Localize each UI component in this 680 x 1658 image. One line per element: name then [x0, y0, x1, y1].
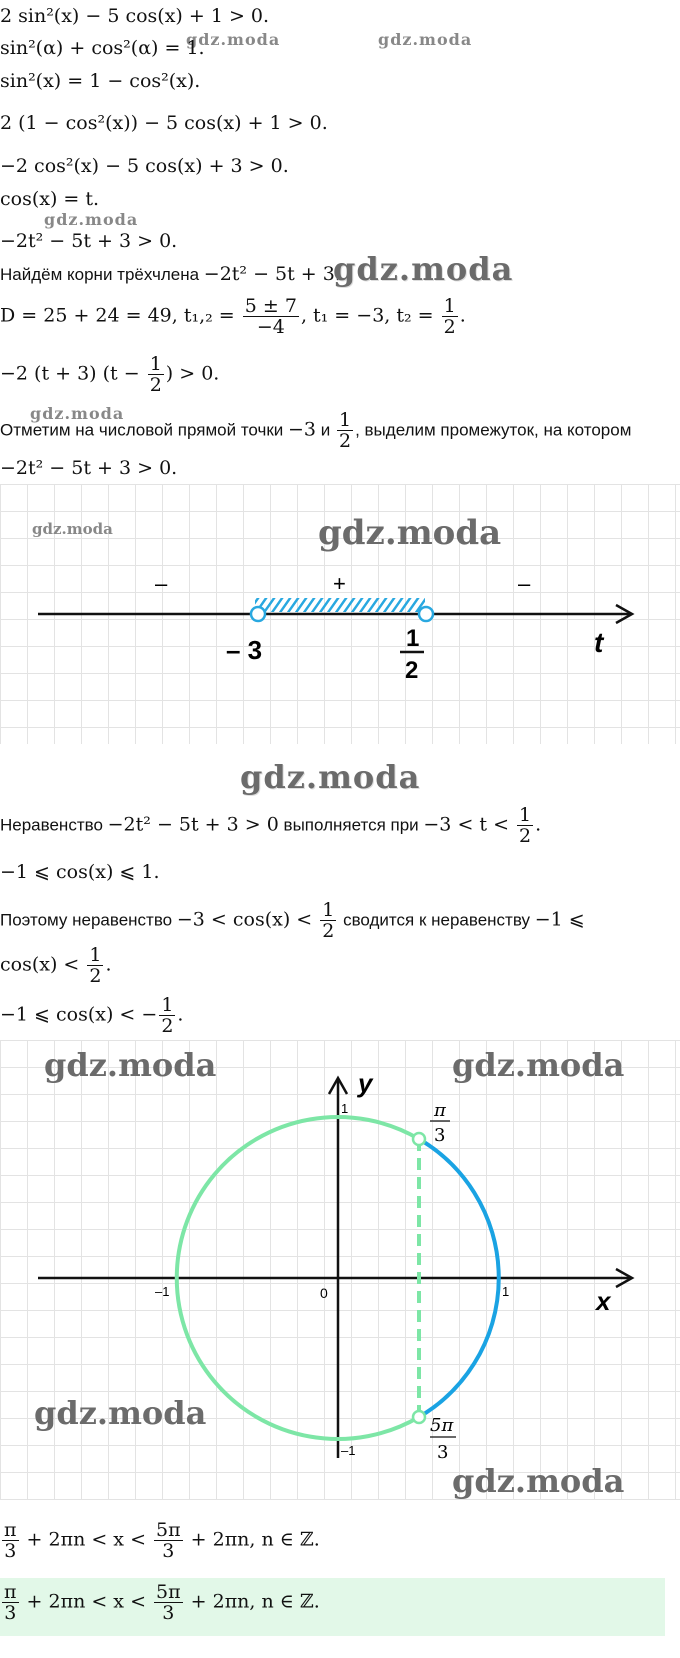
watermark: gdz.moda [240, 758, 421, 796]
label-y-minus-one: –1 [341, 1443, 356, 1458]
watermark: gdz.moda [30, 404, 125, 423]
equation-1: 2 sin²(x) − 5 cos(x) + 1 > 0. [0, 5, 270, 27]
answer-line: $\frac{\pi}{3}$ + 2πn < x < $\frac{5\pi}{3}$ + 2πn, n ∈ ℤ. [4, 1581, 320, 1624]
label-x: x [596, 1286, 611, 1316]
label-half-den: 2 [405, 657, 419, 684]
number-line-sentence: Отметим на числовой прямой точки −3 и $\frac{1}{2}$ , выделим промежуток, на котором [0, 409, 632, 452]
label-origin: 0 [320, 1285, 328, 1301]
sign-minus-left: – [155, 571, 168, 596]
reduction-continued: cos(x) < $\frac{1}{2}$ . [0, 944, 112, 987]
equation-6: cos(x) = t. [0, 188, 100, 210]
label-5pi-num: 5π [430, 1415, 454, 1436]
label-y: y [358, 1068, 373, 1098]
equation-7: −2t² − 5t + 3 > 0. [0, 230, 178, 252]
discriminant-line: D = 25 + 24 = 49, t₁,₂ = $\frac{5 \pm 7}{-4}$ , t₁ = −3, t₂ = $\frac{1}{2}$ . [0, 295, 466, 338]
open-point-half [419, 607, 433, 621]
inequality-holds-sentence: Неравенство −2t² − 5t + 3 > 0 выполняется при −3 < t < $\frac{1}{2}$ . [0, 804, 542, 847]
unit-circle-figure [0, 1040, 680, 1500]
watermark: gdz.moda [452, 1462, 625, 1500]
reduction-sentence: Поэтому неравенство −3 < cos(x) < $\frac{1}{2}$ сводится к неравенству −1 ⩽ [0, 899, 585, 942]
watermark: gdz.moda [32, 520, 113, 538]
watermark: gdz.moda [378, 30, 473, 49]
cos-range: −1 ⩽ cos(x) ⩽ 1. [0, 861, 160, 883]
watermark: gdz.moda [452, 1046, 625, 1084]
open-point-minus3 [251, 607, 265, 621]
label-y-one: 1 [341, 1101, 349, 1116]
watermark: gdz.moda [186, 30, 281, 49]
roots-sentence: Найдём корни трёхчлена −2t² − 5t + 3. [0, 263, 341, 285]
label-minus3: – 3 [226, 635, 263, 665]
equation-5: −2 cos²(x) − 5 cos(x) + 3 > 0. [0, 155, 289, 177]
label-x-minus-one: –1 [155, 1284, 170, 1299]
solution-line: $\frac{\pi}{3}$ + 2πn < x < $\frac{5\pi}{3}$ + 2πn, n ∈ ℤ. [4, 1519, 320, 1562]
label-x-one: 1 [502, 1284, 510, 1299]
watermark: gdz.moda [44, 210, 139, 229]
watermark: gdz.moda [34, 1394, 207, 1432]
equation-2: sin²(α) + cos²(α) = 1. [0, 37, 205, 59]
factored-inequality: −2 (t + 3) (t − $\frac{1}{2}$ ) > 0. [0, 353, 220, 396]
point-pi-3 [413, 1133, 425, 1145]
number-line-svg [0, 484, 680, 744]
point-5pi-3 [413, 1411, 425, 1423]
equation-3: sin²(x) = 1 − cos²(x). [0, 70, 201, 92]
hatched-interval [255, 598, 425, 612]
sign-plus: + [333, 571, 346, 596]
watermark: gdz.moda [318, 513, 502, 553]
watermark: gdz.moda [44, 1046, 217, 1084]
final-cos-inequality: −1 ⩽ cos(x) < − $\frac{1}{2}$ . [0, 994, 184, 1037]
sign-minus-right: – [518, 571, 531, 596]
watermark: gdz.moda [333, 250, 514, 288]
label-pi-den: 3 [434, 1125, 446, 1146]
equation-12: −2t² − 5t + 3 > 0. [0, 457, 178, 479]
label-t: t [594, 627, 604, 658]
unit-circle-svg [0, 1040, 680, 1500]
number-line-figure [0, 484, 680, 744]
label-pi-num: π [434, 1100, 446, 1121]
label-half-num: 1 [406, 625, 420, 652]
equation-4: 2 (1 − cos²(x)) − 5 cos(x) + 1 > 0. [0, 112, 328, 134]
label-5pi-den: 3 [437, 1442, 449, 1463]
